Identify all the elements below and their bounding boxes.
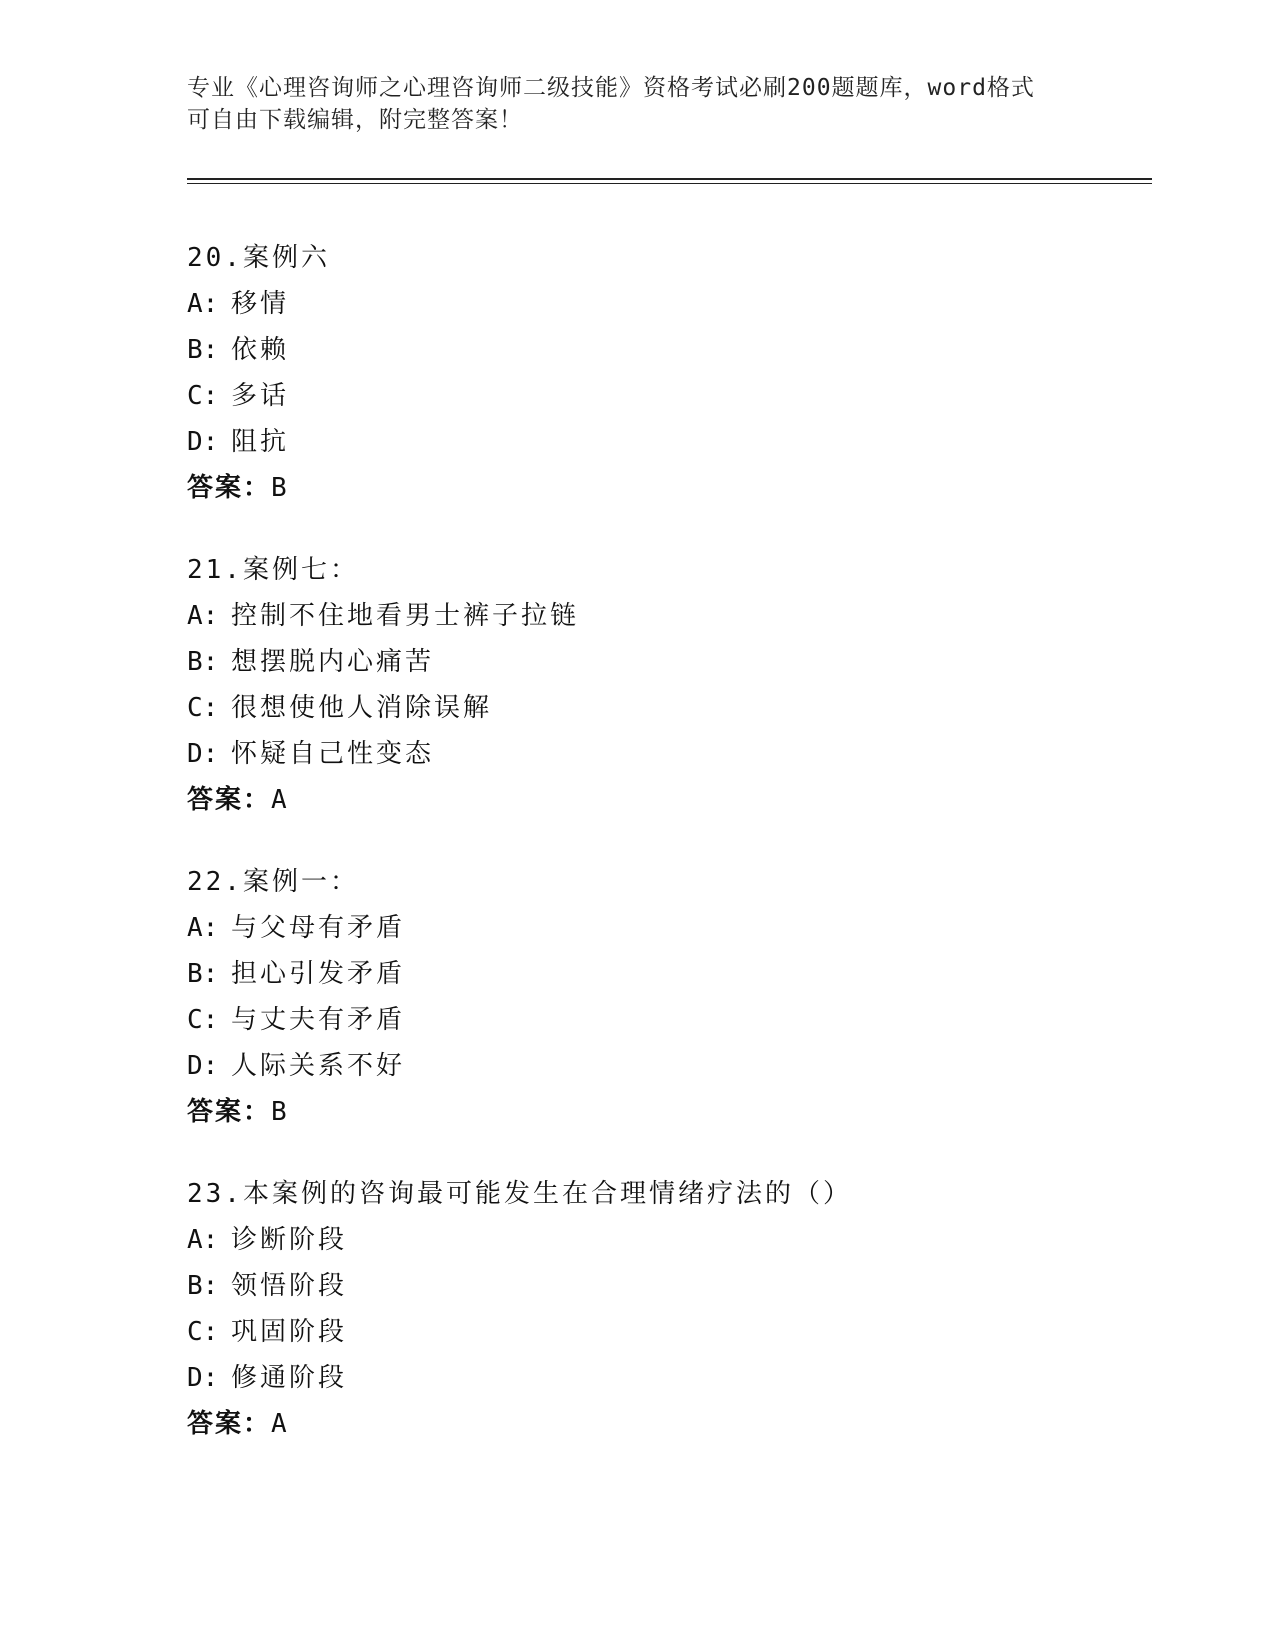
option-text: 与丈夫有矛盾 xyxy=(231,1005,406,1035)
option-letter: D: xyxy=(187,427,219,457)
option-text: 多话 xyxy=(231,381,290,411)
option-letter: A: xyxy=(187,1225,219,1255)
answer xyxy=(187,1089,1187,1135)
option-text: 阻抗 xyxy=(231,427,290,457)
answer-label: 答案： xyxy=(187,1409,272,1439)
question-20 xyxy=(187,235,1187,511)
option-a xyxy=(187,281,1187,327)
option-letter: B: xyxy=(187,335,219,365)
option-text: 巩固阶段 xyxy=(231,1317,348,1347)
option-b xyxy=(187,951,1187,997)
option-letter: C: xyxy=(187,693,219,723)
option-letter: A: xyxy=(187,601,219,631)
option-letter: B: xyxy=(187,1271,219,1301)
option-b xyxy=(187,639,1187,685)
question-title: 20.案例六 xyxy=(187,243,330,273)
option-letter: B: xyxy=(187,647,219,677)
answer-value: B xyxy=(271,473,287,503)
answer xyxy=(187,465,1187,511)
answer xyxy=(187,777,1187,823)
option-text: 很想使他人消除误解 xyxy=(231,693,493,723)
option-text: 担心引发矛盾 xyxy=(231,959,406,989)
option-letter: A: xyxy=(187,913,219,943)
option-text: 怀疑自己性变态 xyxy=(231,739,435,769)
option-d xyxy=(187,419,1187,465)
header-line-1: 专业《心理咨询师之心理咨询师二级技能》资格考试必刷200题题库，word格式 xyxy=(187,75,1035,101)
option-a xyxy=(187,905,1187,951)
answer-value: A xyxy=(271,1409,287,1439)
option-text: 诊断阶段 xyxy=(231,1225,348,1255)
answer-label: 答案： xyxy=(187,1097,272,1127)
option-d xyxy=(187,1043,1187,1089)
document-header xyxy=(187,72,1087,136)
option-letter: D: xyxy=(187,1051,219,1081)
question-21 xyxy=(187,547,1187,823)
option-text: 人际关系不好 xyxy=(231,1051,406,1081)
option-letter: B: xyxy=(187,959,219,989)
option-d xyxy=(187,1355,1187,1401)
option-text: 控制不住地看男士裤子拉链 xyxy=(231,601,580,631)
option-text: 移情 xyxy=(231,289,290,319)
option-a xyxy=(187,1217,1187,1263)
option-text: 修通阶段 xyxy=(231,1363,348,1393)
answer xyxy=(187,1401,1187,1447)
header-line-2: 可自由下载编辑，附完整答案！ xyxy=(187,107,523,133)
question-23 xyxy=(187,1171,1187,1447)
option-c xyxy=(187,373,1187,419)
option-c xyxy=(187,1309,1187,1355)
header-divider-thick xyxy=(187,178,1152,180)
question-title: 23.本案例的咨询最可能发生在合理情绪疗法的（） xyxy=(187,1179,852,1209)
option-text: 与父母有矛盾 xyxy=(231,913,406,943)
option-c xyxy=(187,997,1187,1043)
question-22 xyxy=(187,859,1187,1135)
option-d xyxy=(187,731,1187,777)
option-text: 想摆脱内心痛苦 xyxy=(231,647,435,677)
option-text: 依赖 xyxy=(231,335,290,365)
answer-label: 答案： xyxy=(187,785,272,815)
option-letter: D: xyxy=(187,739,219,769)
option-text: 领悟阶段 xyxy=(231,1271,348,1301)
option-letter: A: xyxy=(187,289,219,319)
option-c xyxy=(187,685,1187,731)
option-b xyxy=(187,1263,1187,1309)
question-title: 22.案例一： xyxy=(187,867,359,897)
header-divider-thin xyxy=(187,183,1152,184)
option-letter: C: xyxy=(187,1317,219,1347)
answer-label: 答案： xyxy=(187,473,272,503)
option-a xyxy=(187,593,1187,639)
option-letter: C: xyxy=(187,1005,219,1035)
question-title: 21.案例七： xyxy=(187,555,359,585)
answer-value: A xyxy=(271,785,287,815)
answer-value: B xyxy=(271,1097,287,1127)
question-list xyxy=(187,235,1187,1483)
option-letter: C: xyxy=(187,381,219,411)
option-letter: D: xyxy=(187,1363,219,1393)
option-b xyxy=(187,327,1187,373)
